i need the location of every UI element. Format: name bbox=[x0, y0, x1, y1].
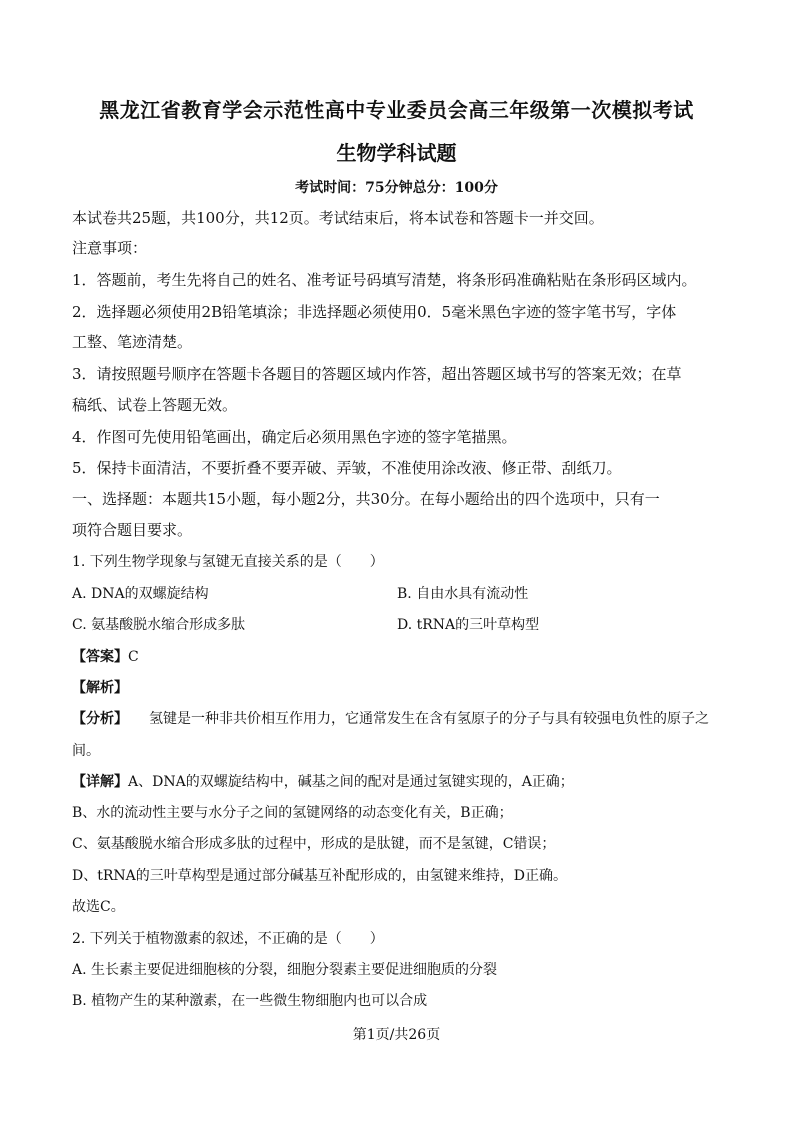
fenxi-label: 【分析】 bbox=[72, 711, 121, 727]
notes-heading: 注意事项： bbox=[72, 239, 148, 257]
q1-conclusion: 故选C。 bbox=[72, 899, 125, 915]
q1-answer bbox=[72, 647, 723, 667]
q1-detail-d: D、tRNA的三叶草构型是通过部分碱基互补配形成的，由氢键来维持，D正确。 bbox=[72, 868, 567, 884]
q2-option-b: B. 植物产生的某种激素，在一些微生物细胞内也可以合成 bbox=[72, 993, 428, 1009]
q1-stem: 1. 下列生物学现象与氢键无直接关系的是（ ） bbox=[72, 554, 384, 570]
q1-detail-a bbox=[72, 772, 723, 792]
q1-options-row-1 bbox=[72, 584, 723, 604]
subject-title: 生物学科试题 bbox=[336, 141, 457, 165]
q1-option-c: C. 氨基酸脱水缩合形成多肽 bbox=[72, 617, 246, 633]
note-2-line-2: 工整、笔迹清楚。 bbox=[72, 333, 193, 351]
analysis-label: 【解析】 bbox=[72, 680, 128, 696]
page-footer: 第1页/共26页 bbox=[352, 1027, 441, 1043]
fenxi-text: 氢键是一种非共价相互作用力，它通常发生在含有氢原子的分子与具有较强电负性的原子之 bbox=[121, 711, 709, 727]
note-4: 4．作图可先使用铅笔画出，确定后必须用黑色字迹的签字笔描黑。 bbox=[72, 428, 517, 446]
detail-a-text: A、DNA的双螺旋结构中，碱基之间的配对是通过氢键实现的，A正确； bbox=[128, 774, 574, 790]
answer-label: 【答案】 bbox=[72, 649, 128, 665]
q1-option-a: A. DNA的双螺旋结构 bbox=[72, 586, 209, 602]
q1-fenxi-line-2: 间。 bbox=[72, 743, 100, 759]
q1-fenxi-line-1 bbox=[72, 709, 723, 729]
note-5: 5．保持卡面清洁，不要折叠不要弄破、弄皱，不准使用涂改液、修正带、刮纸刀。 bbox=[72, 459, 622, 477]
note-3-line-1: 3．请按照题号顺序在答题卡各题目的答题区域内作答，超出答题区域书写的答案无效；在草 bbox=[72, 365, 682, 383]
intro-summary: 本试卷共25题，共100分，共12页。考试结束后，将本试卷和答题卡一并交回。 bbox=[72, 209, 604, 227]
q1-option-b: B. 自由水具有流动性 bbox=[397, 586, 529, 602]
answer-value: C bbox=[128, 649, 139, 665]
q1-option-d: D. tRNA的三叶草构型 bbox=[397, 617, 540, 633]
q2-option-a: A. 生长素主要促进细胞核的分裂，细胞分裂素主要促进细胞质的分裂 bbox=[72, 962, 498, 978]
note-2-line-1: 2．选择题必须使用2B铅笔填涂；非选择题必须使用0．5毫米黑色字迹的签字笔书写，字体 bbox=[72, 303, 677, 321]
exam-title: 黑龙江省教育学会示范性高中专业委员会高三年级第一次模拟考试 bbox=[99, 98, 694, 122]
q1-detail-c: C、氨基酸脱水缩合形成多肽的过程中，形成的是肽键，而不是氢键，C错误； bbox=[72, 836, 556, 852]
section-1-heading-line-1: 一、选择题：本题共15小题，每小题2分，共30分。在每小题给出的四个选项中，只有一 bbox=[72, 490, 660, 508]
q1-detail-b: B、水的流动性主要与水分子之间的氢键网络的动态变化有关，B正确； bbox=[72, 805, 513, 821]
q2-stem: 2. 下列关于植物激素的叙述，不正确的是（ ） bbox=[72, 931, 384, 947]
q1-options-row-2 bbox=[72, 615, 723, 635]
detail-label: 【详解】 bbox=[72, 774, 128, 790]
exam-info: 考试时间：75分钟总分：100分 bbox=[295, 180, 498, 196]
note-1: 1．答题前，考生先将自己的姓名、准考证号码填写清楚，将条形码准确粘贴在条形码区域内。 bbox=[72, 271, 697, 289]
note-3-line-2: 稿纸、试卷上答题无效。 bbox=[72, 396, 238, 414]
section-1-heading-line-2: 项符合题目要求。 bbox=[72, 521, 193, 539]
